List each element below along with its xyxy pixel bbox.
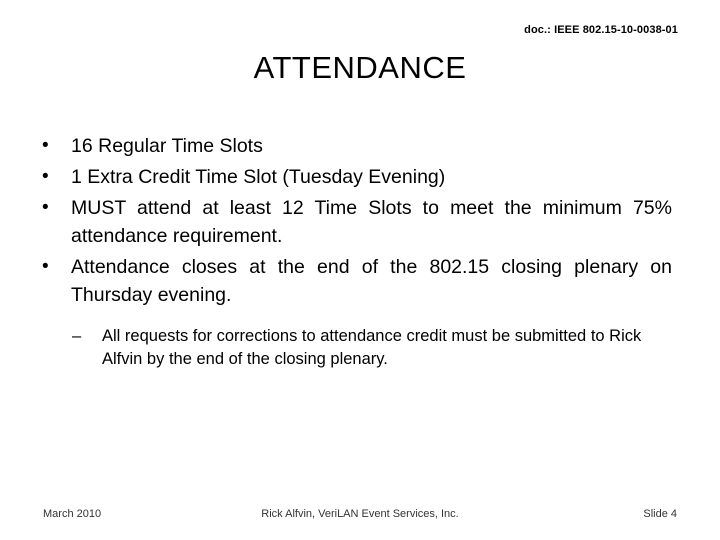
bullet-text: 16 Regular Time Slots	[71, 135, 263, 157]
bullet-item	[42, 194, 672, 250]
document-id: doc.: IEEE 802.15-10-0038-01	[524, 24, 678, 36]
bullet-icon: •	[42, 197, 49, 218]
bullet-item	[42, 163, 672, 191]
bullet-list	[42, 132, 672, 312]
bullet-icon: •	[42, 166, 49, 187]
sub-bullet-item	[72, 325, 674, 371]
slide-title: ATTENDANCE	[253, 50, 467, 85]
bullet-icon: •	[42, 256, 49, 277]
bullet-text: Attendance closes at the end of the 802.15 closing plenary on Thursday evening.	[71, 256, 672, 306]
footer-date: March 2010	[43, 508, 102, 520]
footer-slide-number: Slide 4	[643, 508, 677, 520]
footer-author: Rick Alfvin, VeriLAN Event Services, Inc.	[261, 508, 459, 520]
bullet-text: MUST attend at least 12 Time Slots to meet the minimum 75% attendance requirement.	[71, 197, 672, 247]
bullet-item	[42, 132, 672, 160]
sub-bullet-list	[72, 325, 674, 371]
dash-icon: –	[72, 327, 82, 345]
bullet-item	[42, 253, 672, 309]
sub-bullet-text: All requests for corrections to attendance credit must be submitted to Rick Alfvin by the end of the closing plenary.	[102, 327, 642, 368]
bullet-text: 1 Extra Credit Time Slot (Tuesday Evening)	[71, 166, 446, 188]
bullet-icon: •	[42, 135, 49, 156]
